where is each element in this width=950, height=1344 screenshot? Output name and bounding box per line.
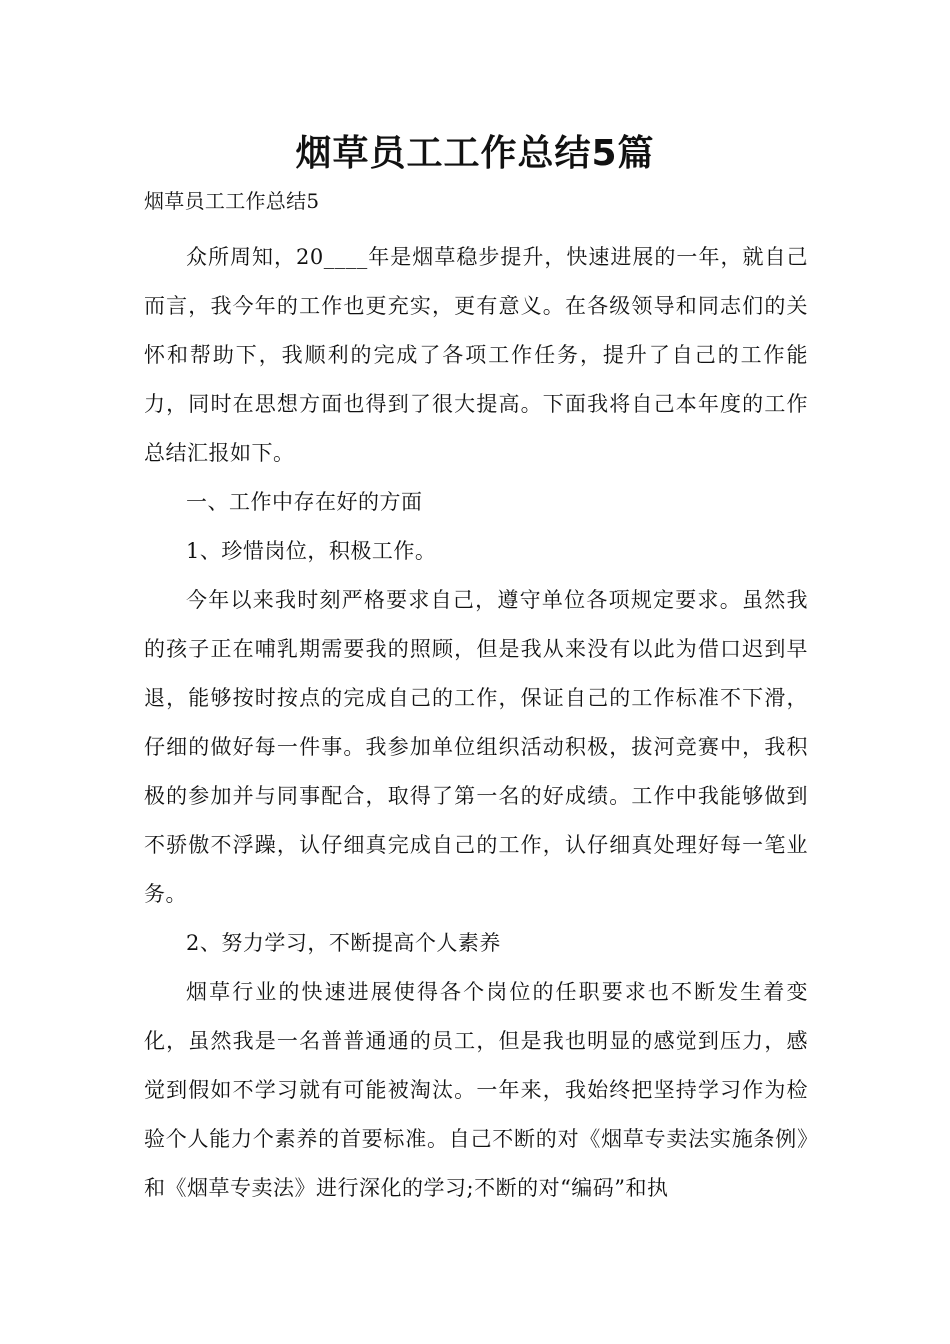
subsection-heading-1: 1、珍惜岗位，积极工作。: [186, 539, 437, 563]
paragraph-work-attitude: 今年以来我时刻严格要求自己，遵守单位各项规定要求。虽然我的孩子正在哺乳期需要我的照顾，但是我从来没有以此为借口迟到早退，能够按时按点的完成自己的工作，保证自己的工作标准不下滑，仔细的做好每一件事。我参加单位组织活动积极，拔河竞赛中，我积极的参加并与同事配合，取得了第一名的好成绩。工作中我能够做到不骄傲不浮躁，认仔细真完成自己的工作，认仔细真处理好每一笔业务。: [144, 588, 808, 906]
document-body: [144, 233, 808, 1213]
document-title: 烟草员工工作总结5篇: [295, 133, 655, 174]
paragraph-learning: 烟草行业的快速进展使得各个岗位的任职要求也不断发生着变化，虽然我是一名普普通通的员工，但是我也明显的感觉到压力，感觉到假如不学习就有可能被淘汰。一年来，我始终把坚持学习作为检验个人能力个素养的首要标准。自己不断的对《烟草专卖法实施条例》和《烟草专卖法》进行深化的学习;不断的对“编码”和执: [144, 980, 808, 1200]
section-heading-1: 一、工作中存在好的方面: [186, 490, 423, 514]
document-subtitle: 烟草员工工作总结5: [144, 189, 320, 213]
paragraph-intro: 众所周知，20____年是烟草稳步提升，快速进展的一年，就自己而言，我今年的工作也更充实，更有意义。在各级领导和同志们的关怀和帮助下，我顺利的完成了各项工作任务，提升了自己的工作能力，同时在思想方面也得到了很大提高。下面我将自己本年度的工作总结汇报如下。: [144, 245, 808, 465]
subsection-heading-2: 2、努力学习，不断提高个人素养: [186, 931, 501, 955]
